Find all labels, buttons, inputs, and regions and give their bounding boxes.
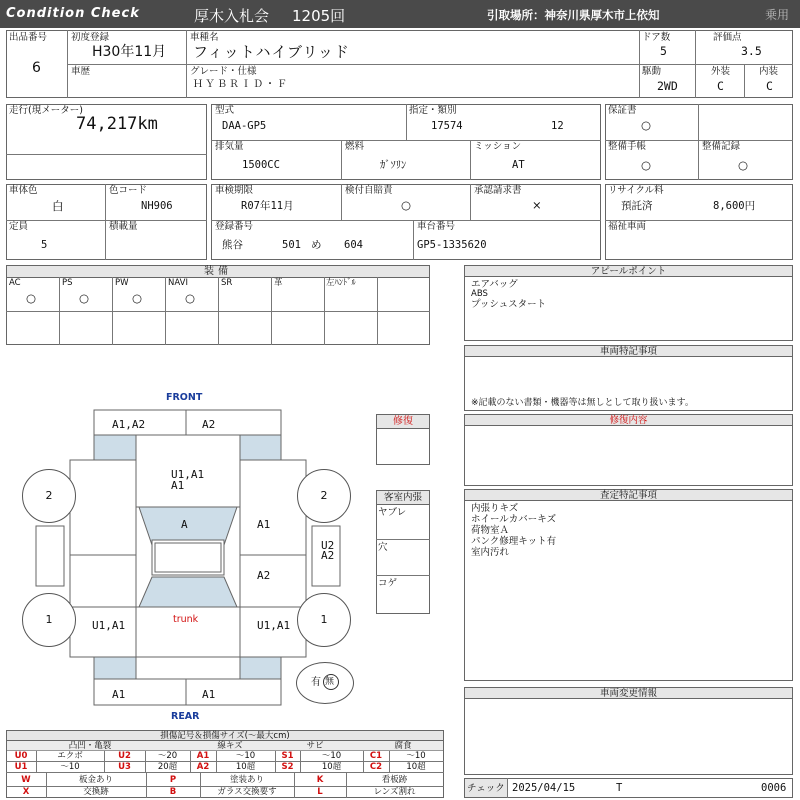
legend-text-u2: 〜20 [157,751,178,761]
lot-count: 1205回 [292,7,346,25]
approval-label: 承認請求書 [474,185,522,196]
legend-text-a2: 10超 [235,762,256,772]
mileage-label: 走行(現メーター) [9,105,83,116]
exterior: C [717,79,724,93]
legend-code-s1: S1 [281,751,294,761]
car-name: フィットハイブリッド [193,43,350,61]
legend-code-u3: U3 [118,762,131,772]
cabin-item-tear: ヤブレ [378,507,407,518]
body-color: 白 [52,199,64,213]
fuel: ｶﾞｿﾘﾝ [380,159,407,171]
legend-code-w: W [21,775,31,785]
legend-text-b: ガラス交換要す [217,787,277,797]
legend-text-c1: 〜10 [406,751,426,761]
legend-text-s1: 〜10 [321,751,342,761]
mark-rear-right: U1,A1 [257,619,291,632]
legend-text-u0: エクボ [57,751,83,761]
insurance: ○ [401,198,412,212]
exterior-label: 外装 [711,66,731,77]
spare-prefix: 有 [311,677,321,688]
reg-num: 604 [344,239,363,251]
mark-front-left: A1,A2 [112,418,146,431]
equip-value-navi: ○ [185,291,196,305]
mark-left-panel: U2 [321,539,335,552]
chassis-label: 車台番号 [417,221,456,232]
recycle-label: リサイクル料 [608,185,664,196]
load-label: 積載量 [109,221,138,232]
assessment-line-4: パンク修理キット有 [471,536,557,547]
legend-group-scratch: 線キズ [217,741,243,751]
first-reg-label: 初度登録 [71,32,110,43]
legend-group-rust: サビ [306,741,324,751]
mark-rear-bumper-left: A1 [112,688,126,701]
interior: C [766,79,773,93]
cabin-title: 客室内張 [377,491,429,505]
mark-windshield: A [181,518,188,531]
lot-no: 6 [32,60,41,76]
front-label: FRONT [166,392,203,403]
inspection: R07年11月 [241,200,294,212]
appeal-line-3: プッシュスタート [471,299,547,310]
check-date: 2025/04/15 [512,782,576,794]
mark-hood-2: A1 [171,479,185,492]
recycle-fee: 8,600円 [713,200,756,212]
inspection-box [211,184,601,260]
approval: × [532,198,542,212]
spare-mark: 無 [325,677,335,687]
mileage: 74,217km [76,114,158,134]
warranty: ○ [641,118,652,132]
legend-text-x: 交換跡 [83,787,109,797]
tire-front-left: 2 [22,469,76,523]
mark-front-right: A2 [202,418,216,431]
legend-code-c2: C2 [369,762,383,772]
equip-label-pw: PW [115,278,129,288]
legend-code-k: K [316,775,324,785]
legend-code-x: X [22,787,30,797]
tire-rear-left: 1 [22,593,76,647]
color-code: NH906 [141,200,173,212]
legend-code-s2: S2 [281,762,294,772]
interior-label: 内装 [759,66,779,77]
legend-code-u1: U1 [14,762,28,772]
capacity-label: 定員 [9,221,29,232]
legend-code-u2: U2 [118,751,131,761]
color-code-label: 色コード [109,185,148,196]
assessment-line-2: ホイールカバーキズ [471,514,557,525]
chassis: GP5-1335620 [417,239,487,251]
equip-value-ps: ○ [79,291,90,305]
grade-label: グレード・仕様 [190,66,257,77]
pickup-location: 引取場所：神奈川県厚木市上依知 [487,8,660,22]
check-number: 0006 [761,782,787,794]
assessment-line-3: 荷物室Ａ [471,525,510,536]
legend-text-k: 看板跡 [381,775,408,785]
legend-code-l: L [317,787,323,797]
history-label: 車歴 [71,66,91,77]
score: 3.5 [741,44,762,58]
type-a: 17574 [431,120,463,132]
reg-kana: め [311,239,322,251]
equip-value-pw: ○ [132,291,143,305]
equip-label-lhd: 左ﾊﾝﾄﾞﾙ [326,278,356,288]
legend-code-a1: A1 [196,751,210,761]
repair-mini-title: 修復 [377,415,429,429]
mark-right-front-door: A1 [257,518,271,531]
assessment-line-1: 内張りキズ [471,503,519,514]
equip-label-sr: SR [221,278,233,288]
cabin-item-hole: 穴 [378,542,388,553]
model: DAA-GP5 [222,120,267,132]
records-label: 整備記録 [702,141,741,152]
legend-title: 損傷記号＆損傷サイズ(〜最大cm) [7,731,443,741]
maintenance: ○ [641,158,652,172]
car-name-label: 車種名 [190,32,219,43]
reg-class: 501 [282,239,301,251]
grade: ＨＹＢＲＩＤ・Ｆ [193,79,289,90]
vehicle-class: 乗用 [765,8,790,22]
repair-title: 修復内容 [465,415,792,426]
mark-left-panel-2: A2 [321,549,335,562]
doors-label: ドア数 [642,32,671,43]
app-title: Condition Check [6,6,140,21]
cabin-item-burn: コゲ [378,578,398,589]
tire-front-right: 2 [297,469,351,523]
score-label: 評価点 [713,32,742,43]
assessment-line-5: 室内汚れ [471,547,510,558]
legend-text-a1: 〜10 [235,751,256,761]
special-note: ※記載のない書類・機器等は無しとして取り扱います。 [471,398,694,408]
mark-hood: U1,A1 [171,468,205,481]
equip-label-leather: 革 [274,278,283,288]
legend-code-b: B [169,787,177,797]
fuel-label: 燃料 [345,141,365,152]
equip-label-ac: AC [9,278,21,288]
special-title: 車両特記事項 [465,346,792,357]
type-b: 12 [551,120,564,132]
body-color-label: 車体色 [9,185,38,196]
equip-label-ps: PS [62,278,73,288]
trunk-label: trunk [173,614,199,625]
legend-text-l: レンズ割れ [373,787,416,797]
type-label: 指定・類別 [409,105,457,116]
displacement-label: 排気量 [215,141,244,152]
maintenance-label: 整備手帳 [608,141,647,152]
legend-text-u1: 〜10 [60,762,80,772]
records: ○ [738,158,749,172]
legend-code-c1: C1 [369,751,383,761]
change-box [464,687,793,775]
legend-text-w: 板金あり [78,775,113,785]
legend-group-dent: 凸凹・亀裂 [68,741,112,751]
check-grade: T [616,782,623,794]
displacement: 1500CC [242,159,280,171]
equipment-title: 装備 [7,266,429,278]
reg-area: 熊谷 [222,239,243,251]
transmission: AT [512,159,525,171]
welfare-label: 福祉車両 [608,221,647,232]
drive-label: 駆動 [642,66,662,77]
legend-text-c2: 10超 [406,762,426,772]
warranty-label: 保証書 [608,105,637,116]
check-label: チェック [467,783,505,794]
legend-code-a2: A2 [196,762,210,772]
model-label: 型式 [215,105,235,116]
mark-rear-left: U1,A1 [92,619,126,632]
legend-text-u3: 20超 [157,762,178,772]
equip-value-ac: ○ [26,291,37,305]
inspection-label: 車検期限 [215,185,254,196]
reg-no-label: 登録番号 [215,221,254,232]
transmission-label: ミッション [474,141,522,152]
legend-text-p: 塗装あり [229,775,264,785]
drive: 2WD [657,79,678,93]
appeal-title: アピールポイント [465,266,792,277]
equip-label-navi: NAVI [168,278,188,288]
legend-text-s2: 10超 [321,762,342,772]
auction-name: 厚木入札会 [194,7,270,25]
insurance-label: 検付自賠責 [345,185,393,196]
first-reg: H30年11月 [92,44,167,60]
doors: 5 [660,44,667,58]
appeal-line-2: ABS [471,289,488,299]
recycle-status: 預託済 [621,200,653,212]
appeal-line-1: エアバッグ [471,279,518,290]
mark-right-rear-door: A2 [257,569,271,582]
assessment-title: 査定特記事項 [465,490,792,501]
legend-group-corrosion: 腐食 [394,741,412,751]
legend-code-p: P [169,775,177,785]
lot-no-label: 出品番号 [9,32,48,43]
capacity: 5 [41,239,48,251]
legend-code-u0: U0 [14,751,28,761]
mark-rear-bumper-right: A1 [202,688,216,701]
rear-label: REAR [171,711,200,722]
change-title: 車両変更情報 [465,688,792,699]
tire-rear-right: 1 [297,593,351,647]
